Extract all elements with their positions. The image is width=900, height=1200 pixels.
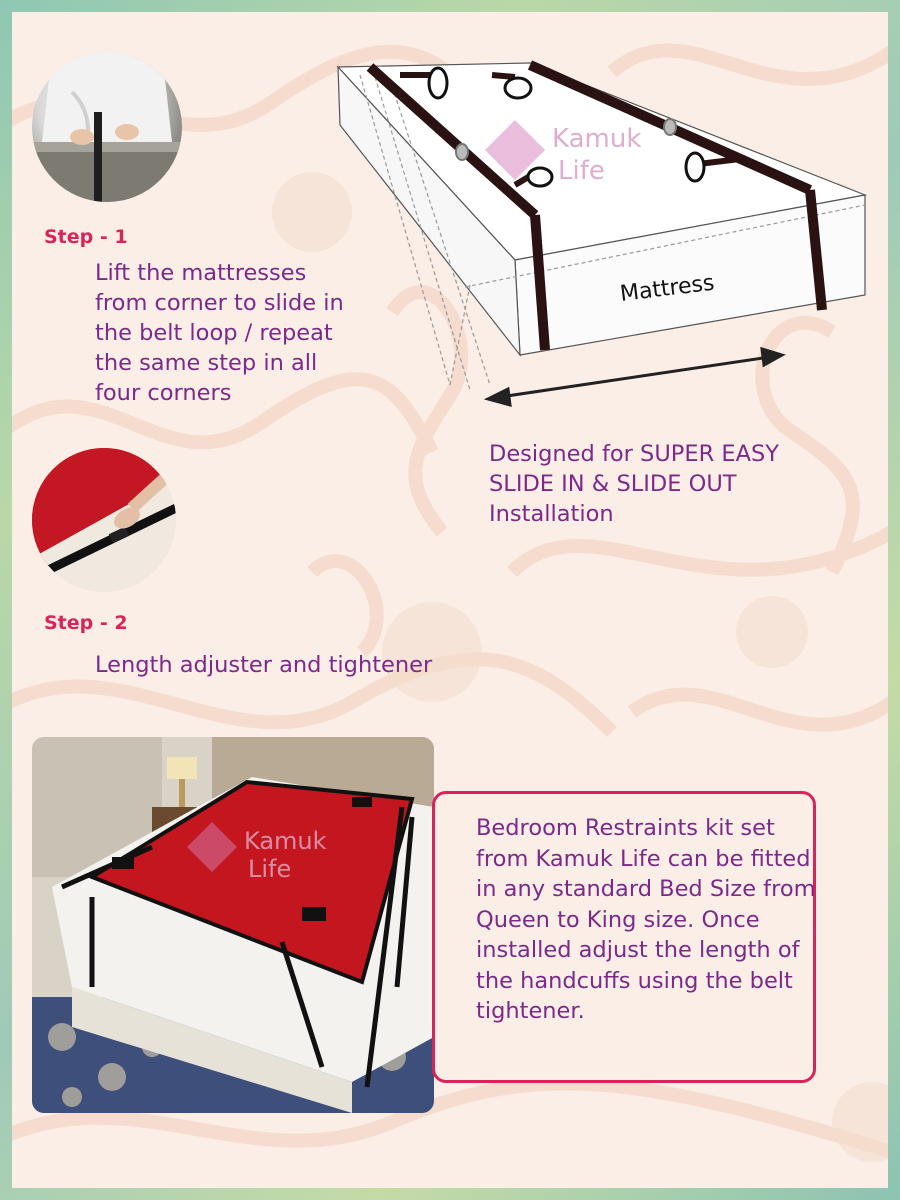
installation-description: Designed for SUPER EASY SLIDE IN & SLIDE OUT Installation (489, 441, 780, 527)
photo-watermark-line2: Life (248, 855, 292, 883)
step1-photo (32, 52, 182, 202)
step1-illustration (32, 52, 182, 202)
mattress-label: Mattress (618, 270, 716, 308)
step1-description: Lift the mattresses from corner to slide in the belt loop / repeat the same step in all four corners (95, 260, 344, 406)
bed-illustration (32, 737, 434, 1113)
step2-label: Step - 2 (44, 612, 128, 634)
callout-description: Bedroom Restraints kit set from Kamuk Life can be fitted in any standard Bed Size from Queen to King size. Once installed adjust the length of the handcuffs using the belt tightener. (476, 815, 816, 1024)
diagram-watermark-line1: Kamuk (552, 124, 642, 154)
bed-photo (32, 737, 434, 1113)
step1-label: Step - 1 (44, 226, 128, 248)
photo-watermark-line1: Kamuk (244, 827, 327, 855)
slide-arrow-icon (488, 349, 782, 405)
mattress-diagram (330, 55, 875, 415)
step2-illustration (32, 448, 176, 592)
diagram-watermark-line2: Life (558, 156, 605, 186)
step2-description: Length adjuster and tightener (95, 652, 433, 678)
step2-photo (32, 448, 176, 592)
